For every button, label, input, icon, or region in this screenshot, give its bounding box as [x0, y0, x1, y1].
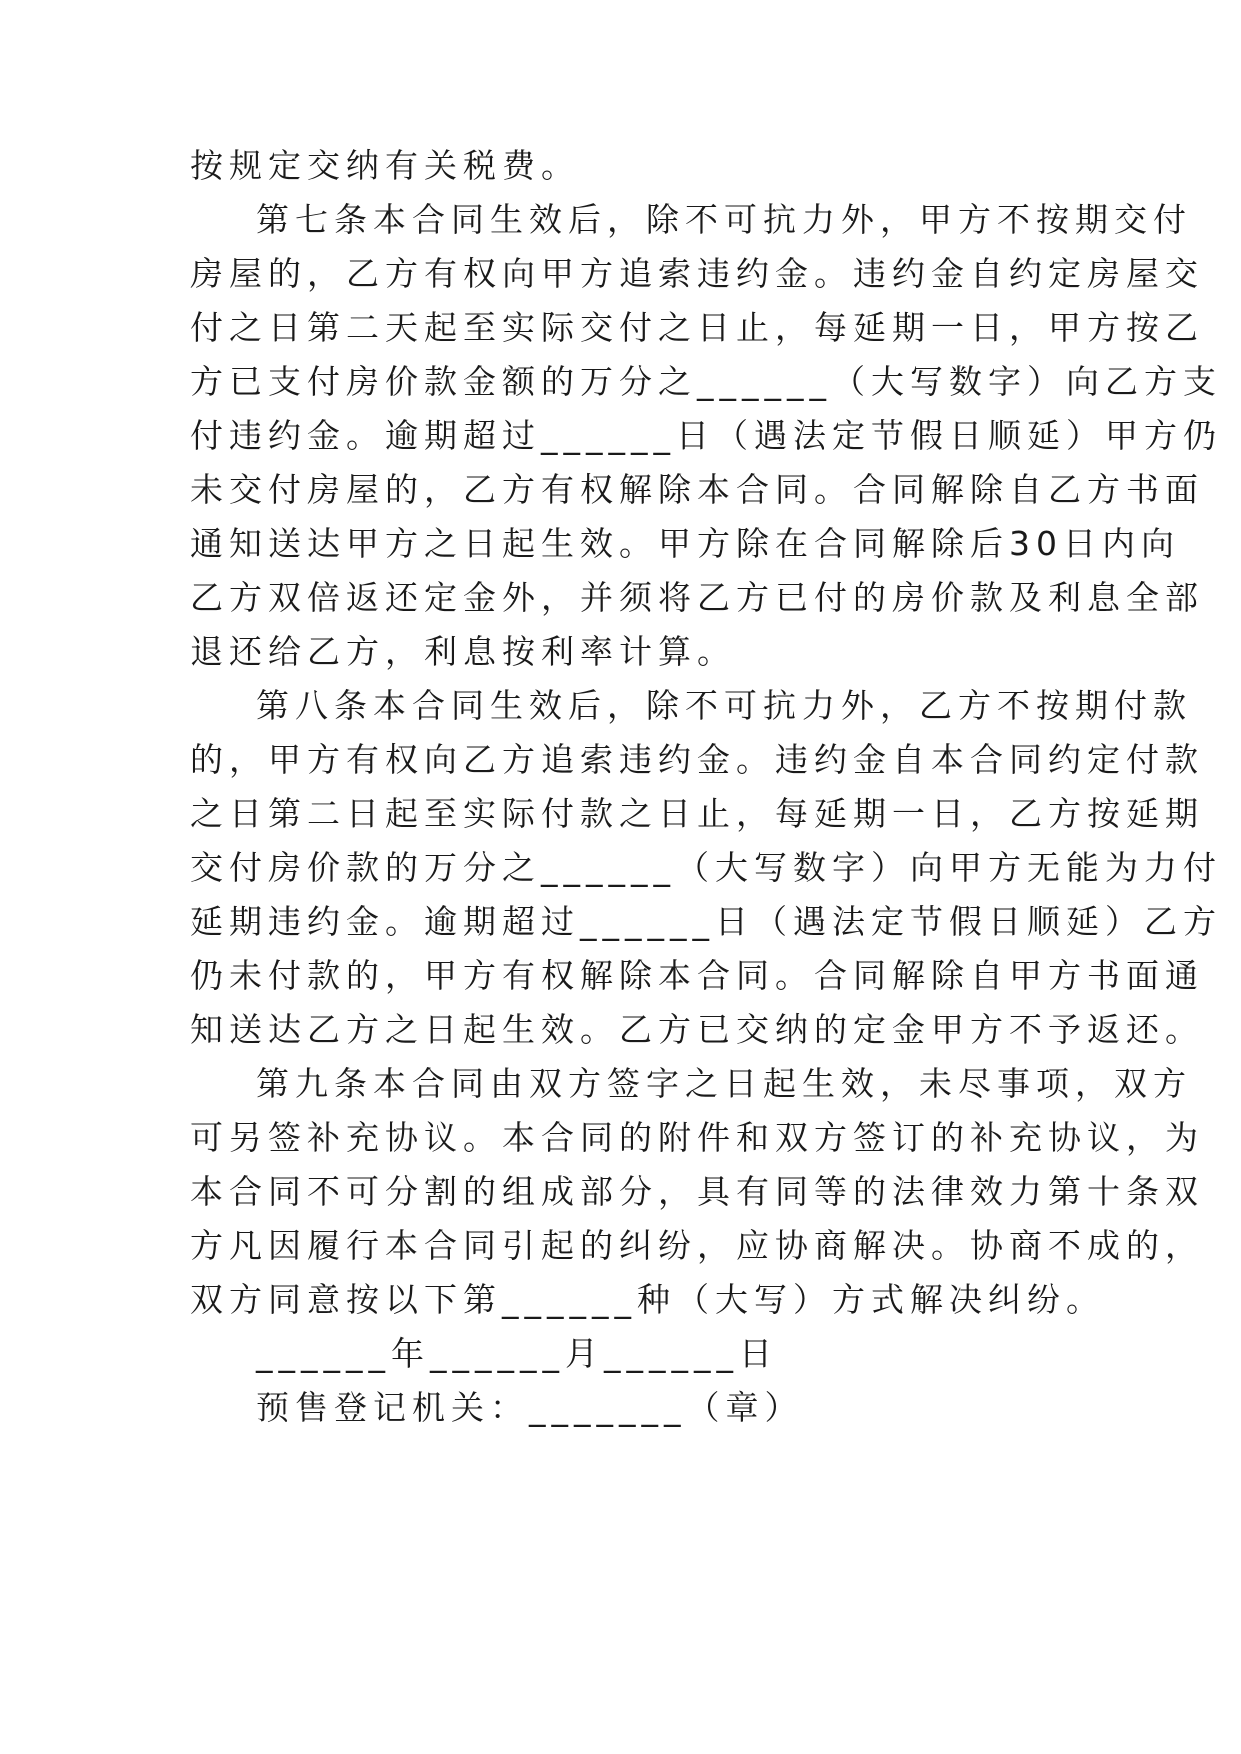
text-line: 本合同不可分割的组成部分，具有同等的法律效力第十条双	[190, 1172, 1204, 1211]
text-line: 付违约金。逾期超过______日（遇法定节假日顺延）甲方仍	[190, 416, 1222, 455]
clause-7-heading-line: 第七条本合同生效后，除不可抗力外，甲方不按期交付	[256, 200, 1192, 239]
text-line: 通知送达甲方之日起生效。甲方除在合同解除后30日内向	[190, 524, 1180, 563]
text-line: 付之日第二天起至实际交付之日止，每延期一日，甲方按乙	[190, 308, 1204, 347]
text-line: 可另签补充协议。本合同的附件和双方签订的补充协议，为	[190, 1118, 1204, 1157]
text-line: 仍未付款的，甲方有权解除本合同。合同解除自甲方书面通	[190, 956, 1204, 995]
text-line: 知送达乙方之日起生效。乙方已交纳的定金甲方不予返还。	[190, 1010, 1204, 1049]
text-line: 交付房价款的万分之______（大写数字）向甲方无能为力付	[190, 848, 1222, 887]
text-line: 未交付房屋的，乙方有权解除本合同。合同解除自乙方书面	[190, 470, 1204, 509]
text-line: 乙方双倍返还定金外，并须将乙方已付的房价款及利息全部	[190, 578, 1204, 617]
text-line: 延期违约金。逾期超过______日（遇法定节假日顺延）乙方	[190, 902, 1222, 941]
date-line: ______年______月______日	[256, 1334, 778, 1373]
clause-8-heading-line: 第八条本合同生效后，除不可抗力外，乙方不按期付款	[256, 686, 1192, 725]
text-line: 双方同意按以下第______种（大写）方式解决纠纷。	[190, 1280, 1105, 1319]
text-line: 按规定交纳有关税费。	[190, 146, 580, 185]
text-line: 之日第二日起至实际付款之日止，每延期一日，乙方按延期	[190, 794, 1204, 833]
text-line: 方已支付房价款金额的万分之______（大写数字）向乙方支	[190, 362, 1222, 401]
text-line: 方凡因履行本合同引起的纠纷，应协商解决。协商不成的，	[190, 1226, 1204, 1265]
clause-9-heading-line: 第九条本合同由双方签字之日起生效，未尽事项，双方	[256, 1064, 1192, 1103]
registration-authority-line: 预售登记机关：_______（章）	[256, 1388, 804, 1427]
text-line: 退还给乙方，利息按利率计算。	[190, 632, 736, 671]
text-line: 的，甲方有权向乙方追索违约金。违约金自本合同约定付款	[190, 740, 1204, 779]
text-line: 房屋的，乙方有权向甲方追索违约金。违约金自约定房屋交	[190, 254, 1204, 293]
